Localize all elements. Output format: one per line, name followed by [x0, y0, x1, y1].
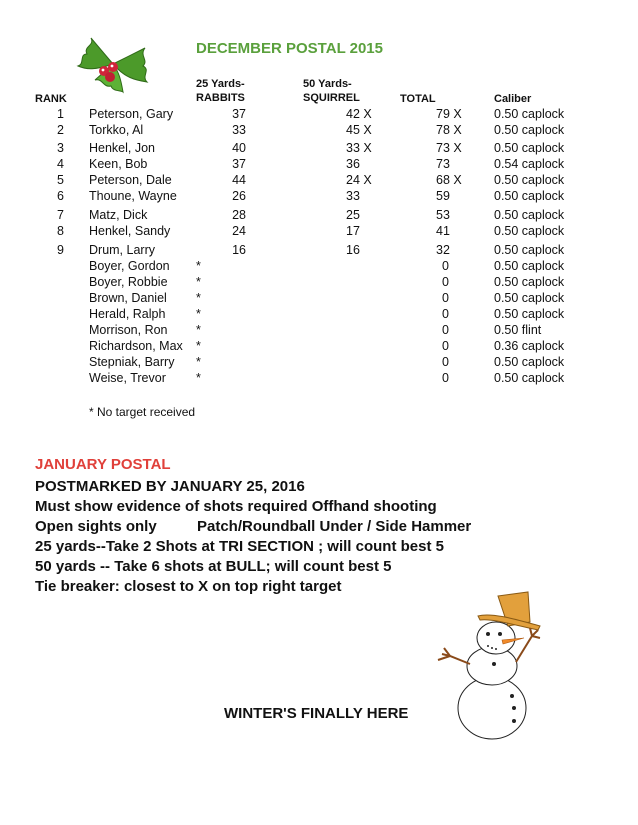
table-row: Morrison, Ron * 0 0.50 flint: [89, 323, 542, 337]
table-row: Stepniak, Barry * 0 0.50 caplock: [89, 355, 565, 369]
header-rabbits: [196, 77, 245, 105]
info-line: [35, 517, 472, 537]
table-row: Herald, Ralph * 0 0.50 caplock: [89, 307, 565, 321]
table-row: 9 Drum, Larry 16 16 32 0.50 caplock: [57, 243, 565, 257]
info-line: 50 yards -- Take 6 shots at BULL; will count best 5: [35, 558, 392, 575]
page-title: DECEMBER POSTAL 2015: [196, 40, 383, 57]
holly-icon: [73, 34, 153, 94]
winter-message: WINTER'S FINALLY HERE: [224, 705, 409, 722]
info-line: 25 yards--Take 2 Shots at TRI SECTION ; will count best 5: [35, 538, 444, 555]
table-row: Brown, Daniel * 0 0.50 caplock: [89, 291, 565, 305]
table-row: 8 Henkel, Sandy 24 17 41 0.50 caplock: [57, 224, 565, 238]
header-rabbits-line2: RABBITS: [196, 92, 245, 104]
snowman-icon: [430, 586, 570, 746]
info-line-part: Open sights only: [35, 518, 157, 535]
header-total: TOTAL: [400, 93, 436, 105]
info-line-part: Patch/Roundball Under / Side Hammer: [197, 518, 472, 535]
info-line: Must show evidence of shots required Offhand shooting: [35, 498, 437, 515]
header-rank: RANK: [35, 93, 67, 105]
info-line: Tie breaker: closest to X on top right target: [35, 578, 342, 595]
info-line: POSTMARKED BY JANUARY 25, 2016: [35, 478, 305, 495]
table-row: Boyer, Robbie * 0 0.50 caplock: [89, 275, 565, 289]
table-row: 6 Thoune, Wayne 26 33 59 0.50 caplock: [57, 189, 565, 203]
header-squirrel: [303, 77, 360, 105]
table-row: Richardson, Max * 0 0.36 caplock: [89, 339, 565, 353]
header-squirrel-line2: SQUIRREL: [303, 92, 360, 104]
header-caliber: Caliber: [494, 93, 532, 105]
header-rabbits-line1: 25 Yards-: [196, 78, 245, 90]
table-row: Boyer, Gordon * 0 0.50 caplock: [89, 259, 565, 273]
table-row: Weise, Trevor * 0 0.50 caplock: [89, 371, 565, 385]
header-squirrel-line1: 50 Yards-: [303, 78, 352, 90]
table-row: 2 Torkko, Al 33 45 X 78 X 0.50 caplock: [57, 123, 565, 137]
table-row: 5 Peterson, Dale 44 24 X 68 X 0.50 caplock: [57, 173, 565, 187]
table-row: 1 Peterson, Gary 37 42 X 79 X 0.50 caplock: [57, 107, 565, 121]
table-row: 4 Keen, Bob 37 36 73 0.54 caplock: [57, 157, 565, 171]
table-row: 3 Henkel, Jon 40 33 X 73 X 0.50 caplock: [57, 141, 565, 155]
january-title: JANUARY POSTAL: [35, 456, 171, 473]
footnote: * No target received: [89, 405, 196, 419]
table-row: 7 Matz, Dick 28 25 53 0.50 caplock: [57, 208, 565, 222]
